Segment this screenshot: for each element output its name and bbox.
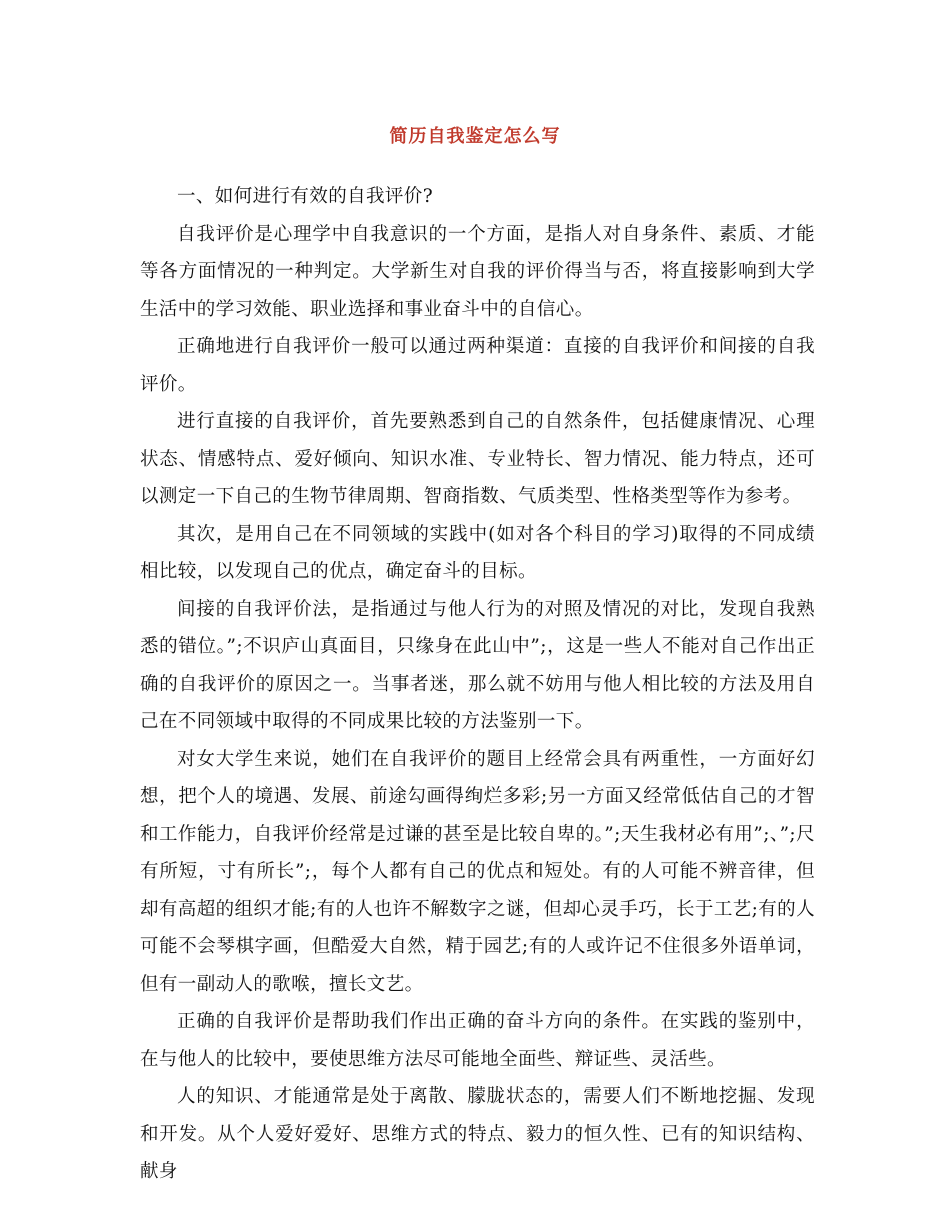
paragraph: 进行直接的自我评价，首先要熟悉到自己的自然条件，包括健康情况、心理状态、情感特点、爱好倾向、知识水准、专业特长、智力情况、能力特点，还可以测定一下自己的生物节律周期、智商指数、气质类型、性格类型等作为参考。: [140, 411, 815, 507]
paragraph: 间接的自我评价法，是指通过与他人行为的对照及情况的对比，发现自我熟悉的错位。”;不识庐山真面目，只缘身在此山中”;，这是一些人不能对自己作出正确的自我评价的原因之一。当事者迷，那么就不妨用与他人相比较的方法及用自己在不同领域中取得的不同成果比较的方法鉴别一下。: [140, 598, 815, 732]
paragraph: 人的知识、才能通常是处于离散、朦胧状态的，需要人们不断地挖掘、发现和开发。从个人爱好爱好、思维方式的特点、毅力的恒久性、已有的知识结构、献身: [140, 1086, 815, 1182]
paragraph: 正确地进行自我评价一般可以通过两种渠道：直接的自我评价和间接的自我评价。: [140, 336, 815, 395]
document-body: [140, 178, 815, 1191]
paragraph: 自我评价是心理学中自我意识的一个方面，是指人对自身条件、素质、才能等各方面情况的一种判定。大学新生对自我的评价得当与否，将直接影响到大学生活中的学习效能、职业选择和事业奋斗中的自信心。: [140, 223, 815, 320]
paragraph: 其次，是用自己在不同领域的实践中(如对各个科目的学习)取得的不同成绩相比较，以发现自己的优点，确定奋斗的目标。: [140, 523, 815, 582]
paragraph-heading-1: 一、如何进行有效的自我评价?: [177, 186, 434, 207]
paragraph: 对女大学生来说，她们在自我评价的题目上经常会具有两重性，一方面好幻想，把个人的境遇、发展、前途勾画得绚烂多彩;另一方面又经常低估自己的才智和工作能力，自我评价经常是过谦的甚至是比较自卑的。”;天生我材必有用”;、”;尺有所短，寸有所长”;，每个人都有自己的优点和短处。有的人可能不辨音律，但却有高超的组织才能;有的人也许不解数字之谜，但却心灵手巧，长于工艺;有的人可能不会琴棋字画，但酷爱大自然，精于园艺;有的人或许记不住很多外语单词，但有一副动人的歌喉，擅长文艺。: [140, 748, 815, 995]
document-title: 简历自我鉴定怎么写: [389, 126, 561, 147]
paragraph: 正确的自我评价是帮助我们作出正确的奋斗方向的条件。在实践的鉴别中，在与他人的比较中，要使思维方法尽可能地全面些、辩证些、灵活些。: [140, 1011, 815, 1070]
